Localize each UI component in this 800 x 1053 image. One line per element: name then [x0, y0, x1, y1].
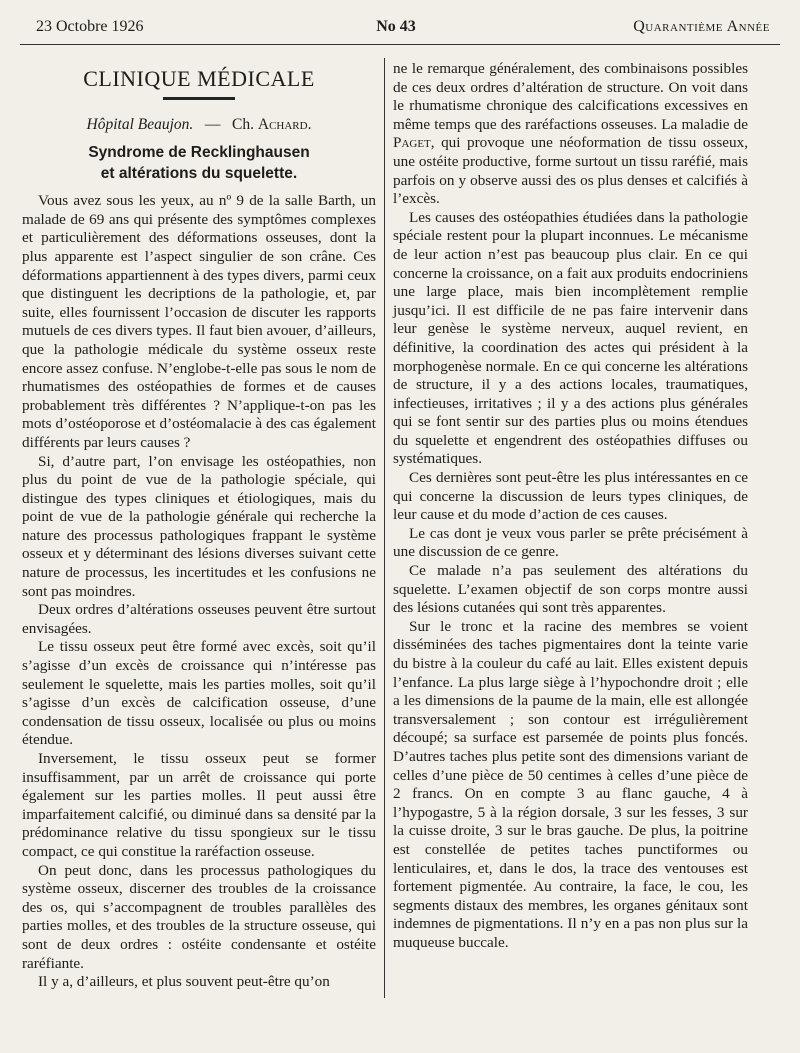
author-prefix: Ch. — [232, 115, 255, 133]
page-header — [36, 18, 780, 40]
paragraph: Les causes des ostéopathies étudiées dans la pathologie spéciale restent pour la plupart inconnues. Le mécanisme de leur action n’est pas beaucoup plus clair. En ce qui concerne la croissance, on a fait aux produits endocriniens une large place, mais bien incomplètement remplie jusqu’ici. Il est difficile de ne pas faire intervenir dans leur genèse le système nerveux, auquel revient, en définitive, la coordination des actes qui président à la morphogenèse normale. En ce qui concerne les altérations de structure, il y a des actions locales, traumatiques, infectieuses, irritatives ; il y a des actions plus générales qui se font sentir sur des parties plus ou moins étendues du squelette et engendrent des ostéopathies diffuses ou systématiques. — [393, 208, 748, 468]
column-divider — [384, 58, 385, 998]
paragraph: Ce malade n’a pas seulement des altérations du squelette. L’examen objectif de son corps montre aussi des lésions cutanées qui sont très apparentes. — [393, 562, 748, 617]
paragraph: Il y a, d’ailleurs, et plus souvent peut-être qu’on — [38, 973, 330, 991]
paragraph: Vous avez sous les yeux, au nº 9 de la salle Barth, un malade de 69 ans qui présente des symptômes complexes et particulièrement des déformations osseuses, dont la plus apparente est l’aspect singulier de son crâne. Ces déformations appartiennent à des types divers, parmi ceux que distinguent les decriptions de la pathologie, et, par suite, elles fournissent l’occasion de discuter les rapports mutuels de ces divers types. Il faut bien avouer, d’ailleurs, que la pathologie médicale du système osseux reste encore assez confuse. N’englobe-t-elle pas sous le nom de rhumatismes des ostéopathies de formes et de causes probablement très différentes ? N’applique-t-on pas les mots d’ostéoporose et d’ostéomalacie à des cas également différents par leurs causes ? — [22, 192, 376, 451]
left-column — [22, 60, 376, 992]
paragraph: Si, d’autre part, l’on envisage les ostéopathies, non plus du point de vue de la pathologie spéciale, qui distingue des types cliniques et étiologiques, mais du point de vue de la pathologie générale qui recherche la nature des processus pathologiques frappant le système osseux et y déterminant des lésions diverses suivant cette nature de processus, les incertitudes et les confusions ne sont pas moindres. — [22, 452, 376, 600]
paragraph: Sur le tronc et la racine des membres se voient disséminées des taches pigmentaires dont la teinte varie du bistre à la couleur du café au lait. Elles existent depuis l’enfance. La plus large siège à l’hypochondre droit ; elle a les dimensions de la paume de la main, elle est allongée transversalement ; son contour est irrégulièrement découpé; sa surface est parsemée de points plus foncés. D’autres taches plus petite sont des dimensions variant de celles d’une pièce de 50 centimes à celles d’une pièce de 2 francs. On en compte 3 au flanc gauche, 4 à l’hypogastre, 5 à la région dorsale, 3 sur les fesses, 3 sur la cuisse droite, 3 sur le bras gauche. De plus, la poitrine est constellée de petites taches punctiformes ou lenticulaires, et, dans le dos, la trace des ventouses est fortement pigmentée. Au contraire, la face, le cou, les segments distaux des membres, les organes génitaux sont indemnes de pigmentations. Il n’y en a pas non plus sur la muqueuse buccale. — [393, 617, 748, 951]
subtitle-line-2: et altérations du squelette. — [100, 165, 298, 183]
paragraph: Ces dernières sont peut-être les plus intéressantes en ce qui concerne la discussion de leurs types cliniques, de leur cause et du mode d’action de ces causes. — [393, 469, 748, 524]
continued-text: ne le remarque généralement, des combinaisons possibles de ces deux ordres d’altération de structure. On voit dans le rhumatisme chronique des calcifications excessives en même temps que des raréfactions osseuses. La maladie de — [393, 60, 748, 133]
issue-number: No 43 — [376, 18, 416, 35]
issue-date: 23 Octobre 1926 — [36, 18, 144, 35]
header-rule — [20, 44, 780, 45]
continued-text-end: , qui provoque une néoformation de tissu osseux, une ostéite productive, forme surtout un tissu raréfié, mais parfois on y observe aussi des os plus denses et calcifiés à l’excès. — [393, 134, 748, 208]
section-title: CLINIQUE MÉDICALE — [83, 66, 315, 91]
disease-name: Paget — [393, 134, 431, 152]
byline — [22, 116, 376, 135]
title-rule — [163, 97, 235, 100]
paragraph: Inversement, le tissu osseux peut se former insuffisamment, par un arrêt de croissance qui porte également sur les parties molles. Il peut aussi être imparfaitement calcifié, ou diminué dans sa densité par la prédominance relative du tissu spongieux sur le tissu compact, ce qui constitue la raréfaction osseuse. — [22, 750, 376, 860]
paragraph: Le tissu osseux peut être formé avec excès, soit qu’il s’agisse d’un excès de croissance qui n’intéresse pas seulement le squelette, mais les parties molles, soit qu’il s’agisse d’un excès de calcification osseuse, d’une condensation de tissu osseux, localisée ou plus ou moins étendue. — [22, 638, 376, 749]
paragraph: On peut donc, dans les processus pathologiques du système osseux, discerner des troubles de la croissance des os, qui s’accompagnent de troubles parallèles des parties molles, et des troubles de la structure osseuse, qui sont de deux ordres : ostéite condensante et ostéite raréfiante. — [22, 861, 376, 972]
continued-paragraph — [393, 60, 748, 209]
right-column — [393, 60, 748, 953]
byline-dash: — — [204, 115, 221, 133]
hospital-name: Hôpital Beaujon. — [86, 115, 194, 133]
author-name: Achard. — [257, 115, 312, 133]
paragraph: Deux ordres d’altérations osseuses peuvent être surtout envisagées. — [22, 601, 376, 637]
article-subtitle — [22, 142, 376, 184]
paragraph: Le cas dont je veux vous parler se prête précisément à une discussion de ce genre. — [393, 524, 748, 561]
publication-year: Quarantième Année — [633, 18, 770, 35]
subtitle-line-1: Syndrome de Recklinghausen — [88, 144, 310, 162]
